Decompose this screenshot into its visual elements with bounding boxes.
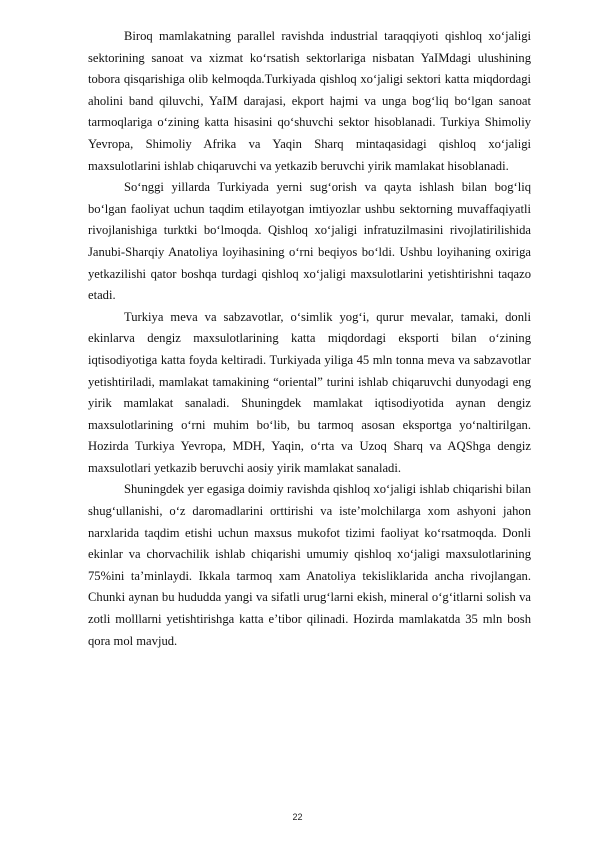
paragraph-1: Biroq mamlakatning parallel ravishda industrial taraqqiyoti qishloq xo‘jaligi sektorining sanoat va xizmat ko‘rsatish sektorlariga nisbatan YaIMdagi ulushining tobora qisqarishiga olib kelmoqda.Turkiyada qishloq xo‘jaligi sektori katta miqdordagi aholini band qiluvchi, YaIM darajasi, ekport hajmi va unga bog‘liq bo‘lgan sanoat tarmoqlariga o‘zining katta hisasini qo‘shuvchi sektor hisoblanadi. Turkiya Shimoliy Yevropa, Shimoliy Afrika va Yaqin Sharq mintaqasidagi qishloq xo‘jaligi maxsulotlarini ishlab chiqaruvchi va yetkazib beruvchi yirik mamlakat hisoblanadi. xyxy=(88,29,531,173)
paragraph-2: So‘nggi yillarda Turkiyada yerni sug‘orish va qayta ishlash bilan bog‘liq bo‘lgan faoliyat uchun taqdim etilayotgan imtiyozlar ushbu sektorning muvaffaqiyatli rivojlanishiga turktki bo‘lmoqda. Qishloq xo‘jaligi infratuzilmasini rivojlatirilishida Janubi-Sharqiy Anatoliya loyihasining o‘rni beqiyos bo‘ldi. Ushbu loyihaning oxiriga yetkazilishi qator boshqa turdagi qishloq xo‘jaligi maxsulotlarini yetishtirishni taqazo etadi. xyxy=(88,180,531,303)
page-number: 22 xyxy=(292,812,303,822)
paragraph-4: Shuningdek yer egasiga doimiy ravishda qishloq xo‘jaligi ishlab chiqarishi bilan shug‘ullanishi, o‘z daromadlarini orttirishi va iste’molchilarga xom ashyoni jahon narxlarida taqdim etishi uchun maxsus mukofot tizimi faoliyat ko‘rsatmoqda. Donli ekinlar va chorvachilik ishlab chiqarishi umumiy qishloq xo‘jaligi maxsulotlarining 75%ini ta’minlaydi. Ikkala tarmoq xam Anatoliya tekisliklarida ancha rivojlangan. Chunki aynan bu hududda yangi va sifatli urug‘larni ekish, mineral o‘g‘itlarni solish va zotli molllarni yetishtirishga katta e’tibor qilinadi. Hozirda mamlakatda 35 mln bosh qora mol mavjud. xyxy=(88,482,531,648)
paragraph-3: Turkiya meva va sabzavotlar, o‘simlik yog‘i, qurur mevalar, tamaki, donli ekinlarva dengiz maxsulotlarining katta miqdordagi eksporti bilan o‘zining iqtisodiyotiga katta foyda keltiradi. Turkiyada yiliga 45 mln tonna meva va sabzavotlar yetishtiriladi, mamlakat tamakining “oriental” turini ishlab chiqaruvchi dunyodagi eng yirik mamlakat sanaladi. Shuningdek mamlakat iqtisodiyotida aynan dengiz maxsulotlarining o‘rni muhim bo‘lib, bu tarmoq asosan eksportga yo‘naltirilgan. Hozirda Turkiya Yevropa, MDH, Yaqin, o‘rta va Uzoq Sharq va AQShga dengiz maxsulotlari yetkazib beruvchi aosiy yirik mamlakat sanaladi. xyxy=(88,309,531,475)
document-body xyxy=(88,26,531,652)
